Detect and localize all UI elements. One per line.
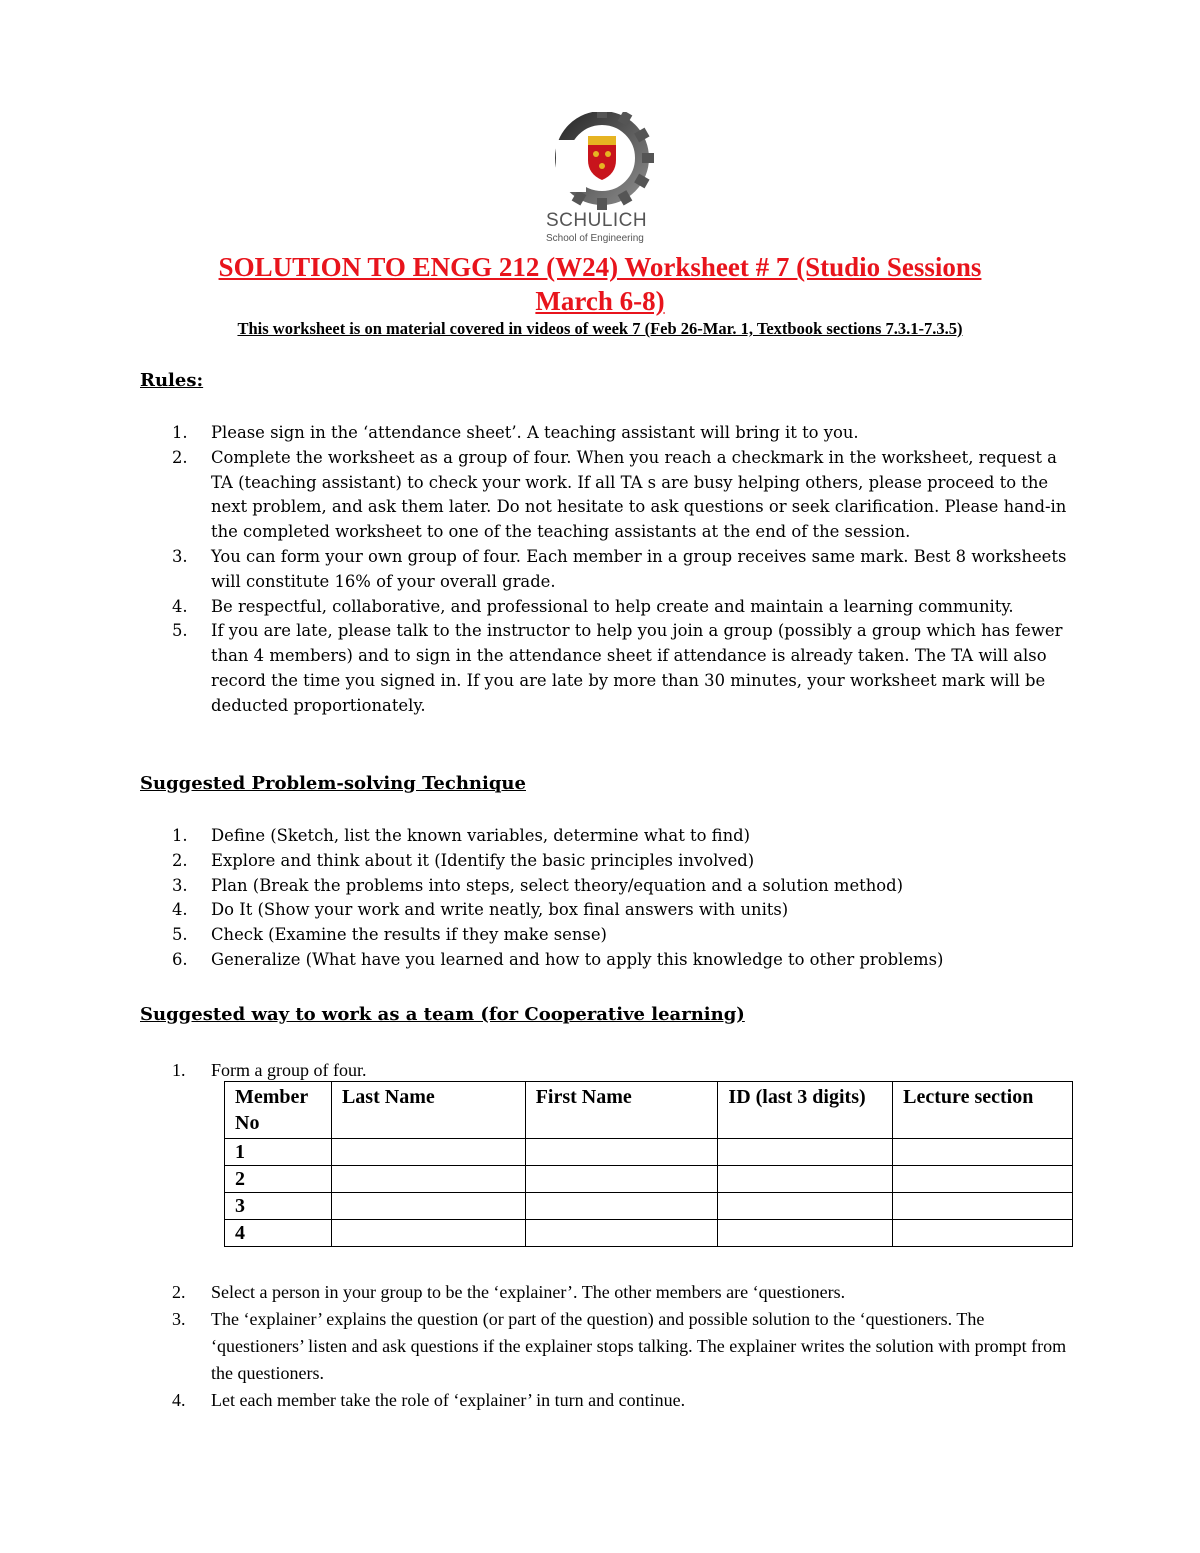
- list-text: Select a person in your group to be the ‘explainer’. The other members are ‘questioners.: [211, 1282, 846, 1302]
- column-header: ID (last 3 digits): [718, 1082, 893, 1139]
- list-number: 5.: [172, 621, 188, 641]
- technique-list: [172, 824, 1072, 973]
- member-number: 1: [225, 1139, 332, 1166]
- list-number: 4.: [172, 1390, 186, 1410]
- lecture-section-cell[interactable]: [893, 1139, 1073, 1166]
- list-text: Form a group of four.: [211, 1060, 367, 1080]
- list-number: 2.: [172, 1282, 186, 1302]
- list-number: 3.: [172, 546, 188, 566]
- list-text: Be respectful, collaborative, and professional to help create and maintain a learning community.: [211, 596, 1014, 616]
- list-item: [172, 595, 1072, 620]
- table-row: [225, 1220, 1073, 1247]
- first-name-cell[interactable]: [525, 1220, 718, 1247]
- list-number: 4.: [172, 900, 188, 920]
- list-item: [172, 824, 1072, 849]
- list-number: 2.: [172, 447, 188, 467]
- logo-name: SCHULICH: [546, 210, 648, 231]
- list-item: [172, 1279, 1072, 1306]
- rules-heading: Rules:: [140, 370, 204, 391]
- lecture-section-cell[interactable]: [893, 1166, 1073, 1193]
- rules-list: [172, 421, 1072, 719]
- list-text: Please sign in the ‘attendance sheet’. A teaching assistant will bring it to you.: [211, 423, 859, 442]
- id-cell[interactable]: [718, 1220, 893, 1247]
- id-cell[interactable]: [718, 1166, 893, 1193]
- list-item: [172, 446, 1072, 545]
- list-item: [172, 874, 1072, 899]
- first-name-cell[interactable]: [525, 1139, 718, 1166]
- table-row: [225, 1139, 1073, 1166]
- list-item: [172, 1306, 1072, 1387]
- lecture-section-cell[interactable]: [893, 1220, 1073, 1247]
- title-line-1: SOLUTION TO ENGG 212 (W24) Worksheet # 7 (Studio Sessions: [218, 252, 982, 282]
- id-cell[interactable]: [718, 1139, 893, 1166]
- column-header: First Name: [525, 1082, 718, 1139]
- list-number: 6.: [172, 949, 188, 969]
- list-item: [172, 948, 1072, 973]
- list-number: 1.: [172, 826, 188, 845]
- list-item: [172, 923, 1072, 948]
- list-number: 4.: [172, 596, 188, 616]
- column-header: Last Name: [331, 1082, 525, 1139]
- list-item: [172, 545, 1072, 595]
- schulich-logo: [540, 112, 662, 248]
- list-text: If you are late, please talk to the instructor to help you join a group (possibly a group which has fewer than 4 members) and to sign in the attendance sheet if attendance is already taken. The TA will also record the time you signed in. If you are late by more than 30 minutes, your worksheet mark will be deducted proportionately.: [211, 621, 1063, 715]
- list-item: [172, 898, 1072, 923]
- title-line-2: March 6-8): [535, 286, 665, 316]
- list-text: You can form your own group of four. Each member in a group receives same mark. Best 8 worksheets will constitute 16% of your overall grade.: [211, 546, 1067, 591]
- table-header-row: [225, 1082, 1073, 1139]
- table-row: [225, 1193, 1073, 1220]
- list-text: Do It (Show your work and write neatly, box final answers with units): [211, 900, 789, 920]
- subtitle: This worksheet is on material covered in videos of week 7 (Feb 26-Mar. 1, Textbook sections 7.3.1-7.3.5): [237, 319, 963, 338]
- list-text: Check (Examine the results if they make sense): [211, 925, 607, 945]
- list-number: 2.: [172, 850, 188, 870]
- list-number: 3.: [172, 1309, 186, 1329]
- lecture-section-cell[interactable]: [893, 1193, 1073, 1220]
- group-members-table: [224, 1081, 1073, 1247]
- list-text: Let each member take the role of ‘explainer’ in turn and continue.: [211, 1390, 686, 1410]
- list-item: [172, 1057, 1072, 1084]
- gear-logo-icon: [540, 112, 662, 212]
- list-text: The ‘explainer’ explains the question (or part of the question) and possible solution to the ‘questioners. The ‘questioners’ listen and ask questions if the explainer stops talking. The explainer writes the solution with prompt from the questioners.: [211, 1309, 1067, 1383]
- last-name-cell[interactable]: [331, 1166, 525, 1193]
- list-item: [172, 421, 1072, 446]
- id-cell[interactable]: [718, 1193, 893, 1220]
- list-text: Generalize (What have you learned and how to apply this knowledge to other problems): [211, 949, 944, 969]
- list-item: [172, 849, 1072, 874]
- column-header: Member No: [225, 1082, 332, 1139]
- logo-subname: School of Engineering: [546, 233, 644, 244]
- team-heading: Suggested way to work as a team (for Cooperative learning): [140, 1004, 745, 1025]
- last-name-cell[interactable]: [331, 1139, 525, 1166]
- member-number: 2: [225, 1166, 332, 1193]
- column-header: Lecture section: [893, 1082, 1073, 1139]
- first-name-cell[interactable]: [525, 1166, 718, 1193]
- last-name-cell[interactable]: [331, 1220, 525, 1247]
- list-number: 1.: [172, 423, 188, 442]
- table-row: [225, 1166, 1073, 1193]
- list-item: [172, 619, 1072, 718]
- member-number: 3: [225, 1193, 332, 1220]
- list-item: [172, 1387, 1072, 1414]
- list-text: Plan (Break the problems into steps, select theory/equation and a solution method): [211, 875, 904, 895]
- member-number: 4: [225, 1220, 332, 1247]
- list-text: Define (Sketch, list the known variables, determine what to find): [211, 826, 751, 845]
- technique-heading: Suggested Problem-solving Technique: [140, 773, 526, 794]
- list-number: 5.: [172, 925, 188, 945]
- list-text: Complete the worksheet as a group of four. When you reach a checkmark in the worksheet, request a TA (teaching assistant) to check your work. If all TA s are busy helping others, please proceed to the next problem, and ask them later. Do not hesitate to ask questions or seek clarification. Please hand-in the completed worksheet to one of the teaching assistants at the end of the session.: [211, 447, 1067, 542]
- list-text: Explore and think about it (Identify the basic principles involved): [211, 850, 755, 870]
- list-number: 1.: [172, 1060, 186, 1080]
- first-name-cell[interactable]: [525, 1193, 718, 1220]
- last-name-cell[interactable]: [331, 1193, 525, 1220]
- list-number: 3.: [172, 875, 188, 895]
